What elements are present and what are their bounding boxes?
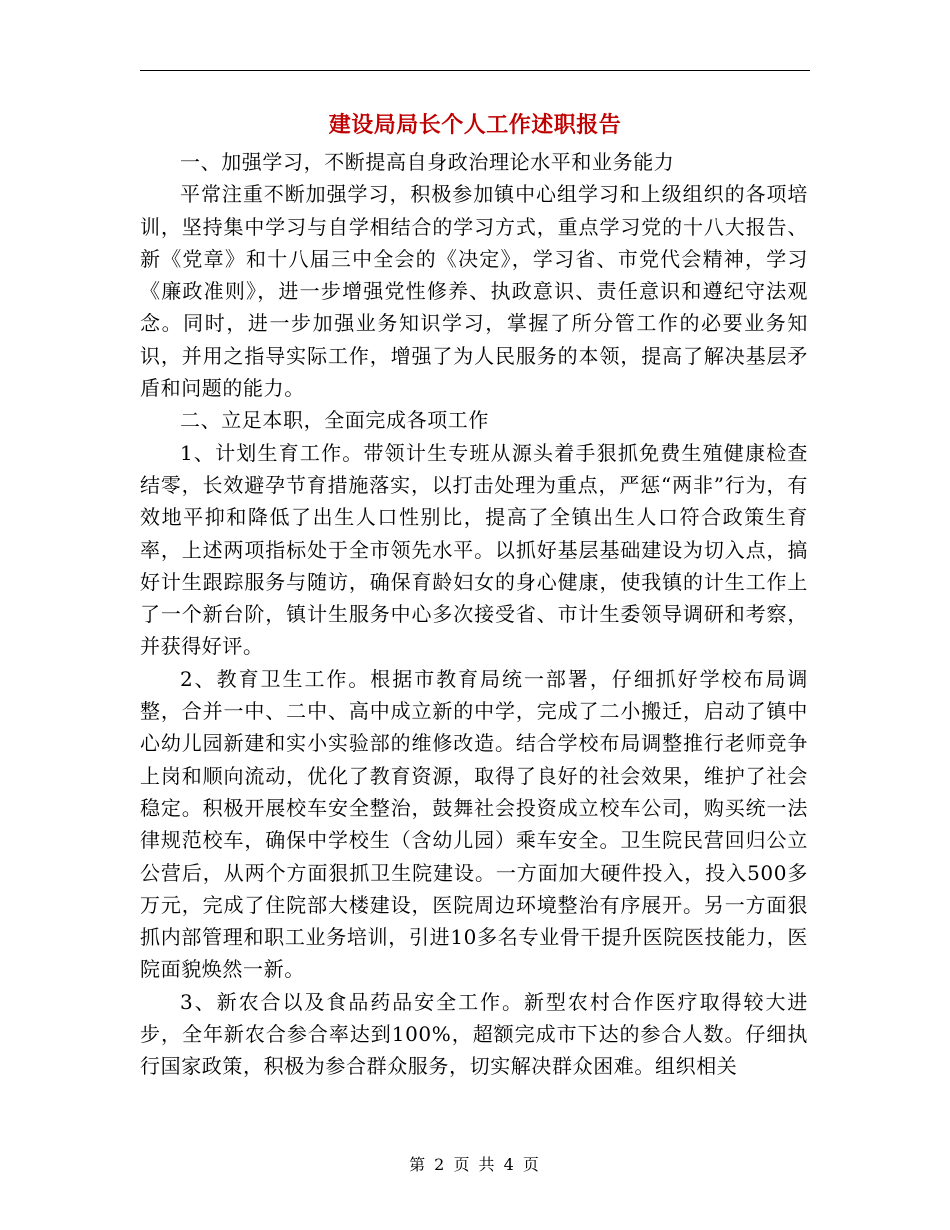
document-body — [140, 146, 808, 1083]
section-heading-2: 二、立足本职，全面完成各项工作 — [180, 408, 489, 433]
page-footer: 第 2 页 共 4 页 — [409, 1155, 541, 1174]
paragraph-study: 平常注重不断加强学习，积极参加镇中心组学习和上级组织的各项培训，坚持集中学习与自学相结合的学习方式，重点学习党的十八大报告、新《党章》和十八届三中全会的《决定》，学习省、市党代会精神，学习《廉政准则》，进一步增强党性修养、执政意识、责任意识和遵纪守法观念。同时，进一步加强业务知识学习，掌握了所分管工作的必要业务知识，并用之指导实际工作，增强了为人民服务的本领，提高了解决基层矛盾和问题的能力。 — [140, 182, 808, 401]
header-rule — [140, 70, 810, 71]
page-title: 建设局局长个人工作述职报告 — [328, 112, 622, 138]
paragraph-education-health: 2、教育卫生工作。根据市教育局统一部署，仔细抓好学校布局调整，合并一中、二中、高中成立新的中学，完成了二小搬迁，启动了镇中心幼儿园新建和实小实验部的维修改造。结合学校布局调整推行老师竞争上岗和顺向流动，优化了教育资源，取得了良好的社会效果，维护了社会稳定。积极开展校车安全整治，鼓舞社会投资成立校车公司，购买统一法律规范校车，确保中学校生（含幼儿园）乘车安全。卫生院民营回归公立公营后，从两个方面狠抓卫生院建设。一方面加大硬件投入，投入500多万元，完成了住院部大楼建设，医院周边环境整治有序展开。另一方面狠抓内部管理和职工业务培训，引进10多名专业骨干提升医院医技能力，医院面貌焕然一新。 — [140, 666, 808, 982]
paragraph-family-planning: 1、计划生育工作。带领计生专班从源头着手狠抓免费生殖健康检查结零，长效避孕节育措施落实，以打击处理为重点，严惩“两非”行为，有效地平抑和降低了出生人口性别比，提高了全镇出生人口符合政策生育率，上述两项指标处于全市领先水平。以抓好基层基础建设为切入点，搞好计生跟踪服务与随访，确保育龄妇女的身心健康，使我镇的计生工作上了一个新台阶，镇计生服务中心多次接受省、市计生委领导调研和考察，并获得好评。 — [140, 440, 808, 659]
paragraph-rural-medical-food-safety: 3、新农合以及食品药品安全工作。新型农村合作医疗取得较大进步，全年新农合参合率达到100%，超额完成市下达的参合人数。仔细执行国家政策，积极为参合群众服务，切实解决群众困难。组织相关 — [140, 989, 808, 1079]
section-heading-1: 一、加强学习，不断提高自身政治理论水平和业务能力 — [180, 150, 675, 174]
